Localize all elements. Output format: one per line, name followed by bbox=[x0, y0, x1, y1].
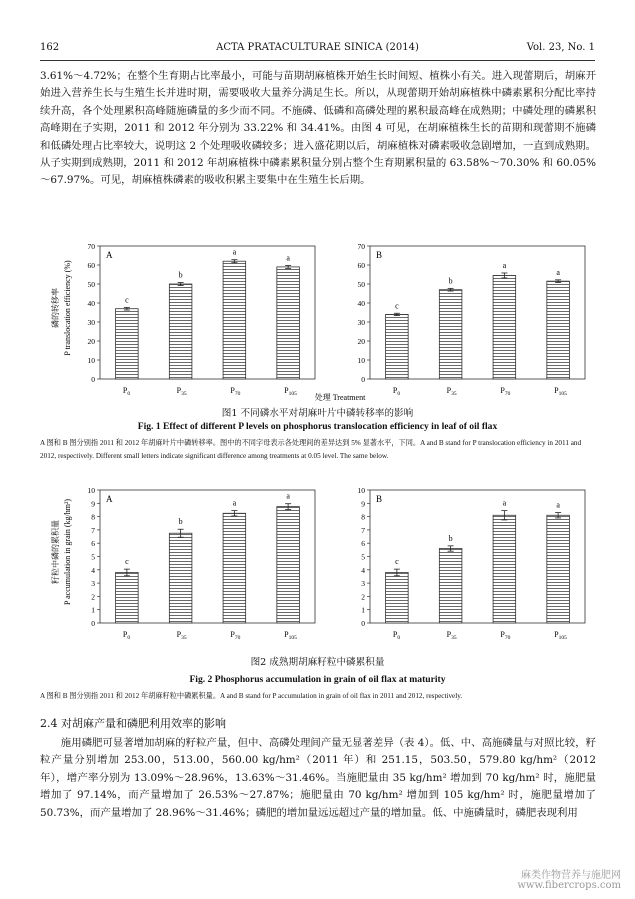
fig1b-y-tick-label: 10 bbox=[357, 356, 365, 365]
fig1b-y-tick-label: 0 bbox=[361, 375, 365, 384]
fig1b-bar-P0 bbox=[386, 314, 409, 379]
fig1a-y-tick-label: 40 bbox=[87, 299, 95, 308]
fig1a-x-tick-label: $P_{70}$ bbox=[230, 386, 241, 397]
fig1b-bar-P105 bbox=[547, 281, 570, 379]
fig2b-y-tick-label: 4 bbox=[361, 565, 365, 575]
fig2b-x-tick-label: $P_{105}$ bbox=[554, 630, 567, 641]
fig2-panel-a bbox=[88, 486, 316, 641]
fig1b-y-tick-label: 20 bbox=[357, 337, 365, 346]
fig1a-y-tick-label: 70 bbox=[87, 242, 95, 251]
fig2b-y-tick-label: 5 bbox=[361, 552, 365, 562]
fig2b-bar-P0 bbox=[386, 572, 409, 623]
fig1a-significance-letter: c bbox=[125, 295, 129, 305]
fig1b-significance-letter: c bbox=[395, 301, 399, 311]
fig2b-significance-letter: a bbox=[556, 500, 560, 510]
fig1a-y-tick-label: 50 bbox=[87, 280, 95, 289]
fig1b-x-tick-label: $P_{105}$ bbox=[554, 386, 567, 397]
fig1b-y-tick-label: 30 bbox=[357, 318, 365, 327]
fig1a-bar-P105 bbox=[277, 267, 300, 379]
fig1-panel-b bbox=[358, 242, 586, 397]
fig2a-y-tick-label: 9 bbox=[91, 499, 95, 509]
fig1b-bar-P35 bbox=[439, 290, 462, 379]
fig1a-significance-letter: a bbox=[232, 247, 237, 257]
fig1a-significance-letter: a bbox=[286, 253, 290, 263]
fig2b-bar-P35 bbox=[439, 549, 462, 623]
fig2-panel-b bbox=[358, 486, 586, 641]
fig2b-y-tick-label: 6 bbox=[361, 539, 365, 549]
fig2a-y-tick-label: 1 bbox=[91, 605, 95, 615]
fig1a-y-tick-label: 30 bbox=[87, 318, 95, 327]
fig2b-significance-letter: a bbox=[502, 498, 507, 508]
fig2b-x-tick-label: $P_{70}$ bbox=[500, 630, 511, 641]
fig2a-x-tick-label: $P_{105}$ bbox=[284, 630, 297, 641]
fig2a-y-tick-label: 7 bbox=[91, 525, 95, 535]
fig2a-significance-letter: b bbox=[178, 517, 183, 527]
fig2a-significance-letter: a bbox=[286, 491, 290, 501]
fig1a-bar-P35 bbox=[169, 284, 192, 379]
fig1b-significance-letter: a bbox=[502, 260, 507, 270]
fig2a-y-tick-label: 10 bbox=[87, 486, 95, 495]
fig1-caption-cn: 图1 不同磷水平对胡麻叶片中磷转移率的影响 bbox=[221, 408, 414, 419]
fig1a-bar-P70 bbox=[223, 261, 246, 379]
fig2b-significance-letter: b bbox=[448, 533, 453, 543]
fig2b-y-tick-label: 3 bbox=[361, 579, 365, 589]
fig2a-y-tick-label: 8 bbox=[91, 512, 95, 522]
fig2b-significance-letter: c bbox=[395, 557, 399, 567]
fig2b-y-tick-label: 2 bbox=[361, 592, 365, 602]
fig2a-y-tick-label: 4 bbox=[91, 565, 95, 575]
fig1b-x-tick-label: $P_{70}$ bbox=[500, 386, 511, 397]
fig1a-panel-label: A bbox=[106, 250, 113, 260]
fig1a-x-tick-label: $P_{35}$ bbox=[176, 386, 187, 397]
fig2a-bar-P70 bbox=[223, 513, 246, 623]
fig1a-x-tick-label: $P_{105}$ bbox=[284, 386, 297, 397]
body-paragraph-top: 3.61%～4.72%；在整个生育期占比率最小，可能与苗期胡麻植株开始生长时间短、植株小有关。进入现蕾期后，胡麻开始进入营养生长与生殖生长并进时期，需要吸收大量养分满足生长。所以，从现蕾期开始胡麻植株中磷素累积分配比率持续升高，各个处理累积高峰随施磷量的多少而不同。不施磷、低磷和高磷处理的累积最高峰在成熟期；中磷处理的磷累积高峰期在子实期，2011 和 2012 年分别为 33.22% 和 34.41%。由图 4 可见，在胡麻植株生长的苗期和现蕾期不施磷和低磷处理占比率较大，说明这 2 个处理吸收磷较多；进入盛花期以后，胡麻植株对磷素吸收急剧增加，一直到成熟期。从子实期到成熟期，2011 和 2012 年胡麻植株中磷素累积量分别占整个生育期累积量的 63.58%～70.30% 和 60.05%～67.97%。可见，胡麻植株磷素的吸收积累主要集中在生殖生长后期。 bbox=[40, 70, 596, 187]
watermark-line-1: 麻类作物营养与施肥网 bbox=[521, 870, 621, 881]
fig1a-y-tick-label: 20 bbox=[87, 337, 95, 346]
fig1a-x-tick-label: $P_0$ bbox=[122, 386, 131, 397]
section-heading: 2.4 对胡麻产量和磷肥利用效率的影响 bbox=[40, 717, 226, 730]
fig2a-y-tick-label: 3 bbox=[91, 579, 95, 589]
fig2-caption-en: Fig. 2 Phosphorus accumulation in grain of oil flax at maturity bbox=[189, 674, 446, 685]
fig2a-y-tick-label: 0 bbox=[91, 619, 95, 628]
fig2b-panel-label: B bbox=[376, 494, 383, 504]
fig2a-panel-label: A bbox=[106, 494, 113, 504]
fig1b-y-tick-label: 70 bbox=[357, 242, 365, 251]
fig1-y-axis-label-en: P translocation efficiency (%) bbox=[63, 260, 72, 356]
fig1b-significance-letter: a bbox=[556, 267, 560, 277]
page-number: 162 bbox=[40, 42, 60, 53]
fig1b-x-tick-label: $P_0$ bbox=[392, 386, 401, 397]
fig2b-bar-P105 bbox=[547, 515, 570, 623]
fig2b-y-tick-label: 7 bbox=[361, 525, 365, 535]
fig2a-y-tick-label: 5 bbox=[91, 552, 95, 562]
watermark-line-2: www.fibercrops.com bbox=[517, 880, 621, 891]
fig1b-bar-P70 bbox=[493, 275, 516, 379]
fig1-panel-a bbox=[88, 242, 316, 397]
fig2-note: A 图和 B 图分别指 2011 和 2012 年胡麻籽粒中磷累积量。A and B stand for P accumulation in grain of oil flax in 2011 and 2012, respectively. bbox=[40, 692, 463, 700]
fig1b-x-tick-label: $P_{35}$ bbox=[446, 386, 457, 397]
fig2-caption-cn: 图2 成熟期胡麻籽粒中磷累积量 bbox=[250, 657, 385, 668]
header-rule bbox=[40, 60, 595, 61]
fig1b-y-tick-label: 40 bbox=[357, 299, 365, 308]
running-header bbox=[40, 42, 595, 56]
fig2-y-axis-label-en: P accumulation in grain (kg/hm²) bbox=[63, 498, 72, 606]
fig2b-bar-P70 bbox=[493, 515, 516, 623]
fig2a-y-tick-label: 6 bbox=[91, 539, 95, 549]
fig1b-panel-label: B bbox=[376, 250, 383, 260]
fig2a-bar-P35 bbox=[169, 533, 192, 623]
fig1a-bar-P0 bbox=[116, 309, 139, 379]
fig2a-bar-P105 bbox=[277, 507, 300, 623]
body-paragraph-bottom: 施用磷肥可显著增加胡麻的籽粒产量，但中、高磷处理间产量无显著差异（表 4）。低、中、高施磷量与对照比较，籽粒产量分别增加 253.00，513.00，560.00 kg/hm²（2011 年）和 251.15，503.50，579.80 kg/hm²（2012 年），增产率分别为 13.09%～28.96%，13.63%～31.46%。当施肥量由 35 kg/hm² 增加到 70 kg/hm² 时，施肥量增加了 97.14%，而产量增加了 26.53%～27.87%；施肥量由 70 kg/hm² 增加到 105 kg/hm² 时，施肥量增加了 50.73%，而产量增加了 28.96%～31.46%；磷肥的增加量远远超过产量的增加量。低、中施磷量时，磷肥表现利用 bbox=[40, 737, 596, 819]
fig2a-bar-P0 bbox=[116, 572, 139, 623]
fig2b-y-tick-label: 8 bbox=[361, 512, 365, 522]
fig2a-x-tick-label: $P_0$ bbox=[122, 630, 131, 641]
fig2b-y-tick-label: 9 bbox=[361, 499, 365, 509]
fig1a-y-tick-label: 0 bbox=[91, 375, 95, 384]
fig1b-y-tick-label: 60 bbox=[357, 261, 365, 270]
fig1-x-axis-title: 处理 Treatment bbox=[314, 393, 366, 402]
fig1a-significance-letter: b bbox=[178, 270, 183, 280]
fig2b-y-tick-label: 1 bbox=[361, 605, 365, 615]
fig1-y-axis-label-cn: 磷的转移率 bbox=[51, 288, 60, 328]
figure-2 bbox=[40, 482, 600, 642]
fig1-note: A 图和 B 图分别指 2011 和 2012 年胡麻叶片中磷转移率。图中的不同字母表示各处理间的差异达到 5% 显著水平，下同。A and B stand for P translocation efficiency in 2011 and 2012, respectively. Different small letters indicate significant difference among treatments at 0.05 level. The same below. bbox=[40, 439, 582, 460]
volume-info: Vol. 23, No. 1 bbox=[526, 42, 595, 53]
fig2b-y-tick-label: 10 bbox=[357, 486, 365, 495]
fig2a-y-tick-label: 2 bbox=[91, 592, 95, 602]
journal-name: ACTA PRATACULTURAE SINICA (2014) bbox=[216, 42, 419, 53]
fig2-y-axis-label bbox=[50, 499, 72, 605]
fig1a-y-tick-label: 10 bbox=[87, 356, 95, 365]
fig2a-x-tick-label: $P_{35}$ bbox=[176, 630, 187, 641]
fig2b-x-tick-label: $P_{35}$ bbox=[446, 630, 457, 641]
fig2b-y-tick-label: 0 bbox=[361, 619, 365, 628]
fig1a-y-tick-label: 60 bbox=[87, 261, 95, 270]
fig2a-significance-letter: a bbox=[232, 498, 237, 508]
fig2b-x-tick-label: $P_0$ bbox=[392, 630, 401, 641]
fig1-y-axis-label bbox=[50, 260, 72, 356]
fig1b-y-tick-label: 50 bbox=[357, 280, 365, 289]
fig1b-significance-letter: b bbox=[448, 276, 453, 286]
fig2a-x-tick-label: $P_{70}$ bbox=[230, 630, 241, 641]
fig2a-significance-letter: c bbox=[125, 557, 129, 567]
figure-1 bbox=[40, 238, 600, 403]
fig2-y-axis-label-cn: 籽粒中磷的累积量 bbox=[51, 520, 60, 584]
fig1-caption-en: Fig. 1 Effect of different P levels on phosphorus translocation efficiency in leaf of oil flax bbox=[137, 421, 498, 432]
